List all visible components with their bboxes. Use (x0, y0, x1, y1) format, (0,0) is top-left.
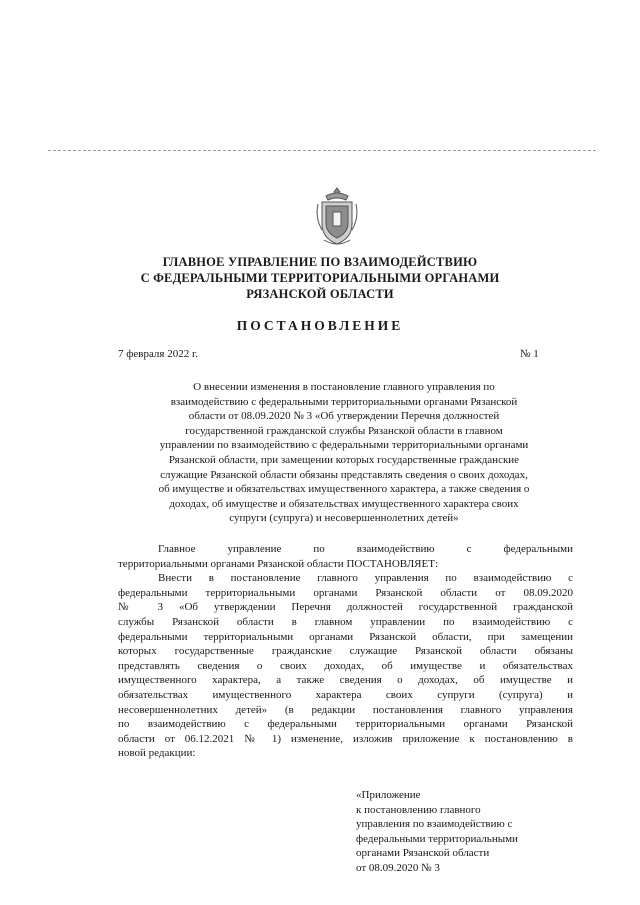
subject-line: взаимодействию с федеральными территориальными органами Рязанской (170, 395, 518, 408)
body-line: имущественного характера, а также сведения о доходах, об имуществе и (118, 674, 573, 687)
body-line: обязательствах имущественного характера своих супруги (супруга) и (118, 688, 573, 701)
appendix-line: органами Рязанской области (356, 847, 490, 860)
subject-line: доходах, об имуществе и обязательствах имущественного характера своих (169, 497, 519, 510)
appendix-line: федеральными территориальными (356, 832, 518, 845)
appendix-reference (356, 788, 518, 876)
appendix-line: «Приложение (356, 789, 421, 801)
org-title-line: РЯЗАНСКОЙ ОБЛАСТИ (246, 287, 394, 301)
org-title-line: ГЛАВНОЕ УПРАВЛЕНИЕ ПО ВЗАИМОДЕЙСТВИЮ (162, 255, 478, 269)
subject-line: О внесении изменения в постановление главного управления по (193, 381, 495, 393)
body-line: области от 06.12.2021 № 1) изменение, изложив приложение к постановлению в (118, 732, 573, 745)
body-line: новой редакции: (118, 747, 196, 760)
body-line: территориальными органами Рязанской области ПОСТАНОВЛЯЕТ: (118, 557, 439, 570)
body-line: федеральными территориальными органами Рязанской области от 08.09.2020 (118, 586, 573, 599)
subject-line: государственной гражданской службы Рязанской области в главном (185, 424, 503, 437)
document-date: 7 февраля 2022 г. (118, 348, 199, 360)
document-type: ПОСТАНОВЛЕНИЕ (236, 318, 404, 333)
subject-line: Рязанской области, при замещении которых государственные гражданские (168, 453, 520, 466)
body-line: федеральными территориальными органами Рязанской области, при замещении (118, 630, 573, 643)
scan-top-border (48, 150, 596, 151)
subject-line: области от 08.09.2020 № 3 «Об утверждении Перечня должностей (188, 410, 500, 423)
body-line: несовершеннолетних детей» (в редакции постановления главного управления (118, 703, 573, 716)
subject-line: управлении по взаимодействию с федеральными территориальными органами (159, 439, 529, 452)
body-line: которых государственные гражданские служащие Рязанской области обязаны (118, 645, 573, 658)
document-number: № 1 (520, 348, 539, 360)
subject-line: супруги (супруга) и несовершеннолетних детей» (229, 512, 459, 525)
org-title-line: С ФЕДЕРАЛЬНЫМИ ТЕРРИТОРИАЛЬНЫМИ ОРГАНАМИ (140, 271, 500, 285)
body-line: Внести в постановление главного управления по взаимодействию с (158, 572, 573, 585)
appendix-line: от 08.09.2020 № 3 (356, 861, 440, 874)
body-line: службы Рязанской области в главном управлении по взаимодействию с (118, 615, 573, 628)
body-line: № 3 «Об утверждении Перечня должностей государственной гражданской (118, 601, 573, 614)
body-line: представлять сведения о своих доходах, об имуществе и обязательствах (118, 659, 573, 672)
subject-line: служащие Рязанской области обязаны представлять сведения о своих доходах, (160, 468, 528, 481)
appendix-line: к постановлению главного (356, 803, 481, 816)
coat-of-arms-emblem (314, 186, 360, 248)
body-line: по взаимодействию с федеральными территориальными органами Рязанской (118, 718, 573, 731)
document-subject (118, 380, 570, 526)
organization-title (110, 254, 530, 302)
body-line: Главное управление по взаимодействию с федеральными (158, 543, 573, 555)
document-body (118, 542, 573, 761)
subject-line: об имуществе и обязательствах имущественного характера, а также сведения о (158, 483, 530, 496)
appendix-line: управления по взаимодействию с (356, 818, 513, 831)
